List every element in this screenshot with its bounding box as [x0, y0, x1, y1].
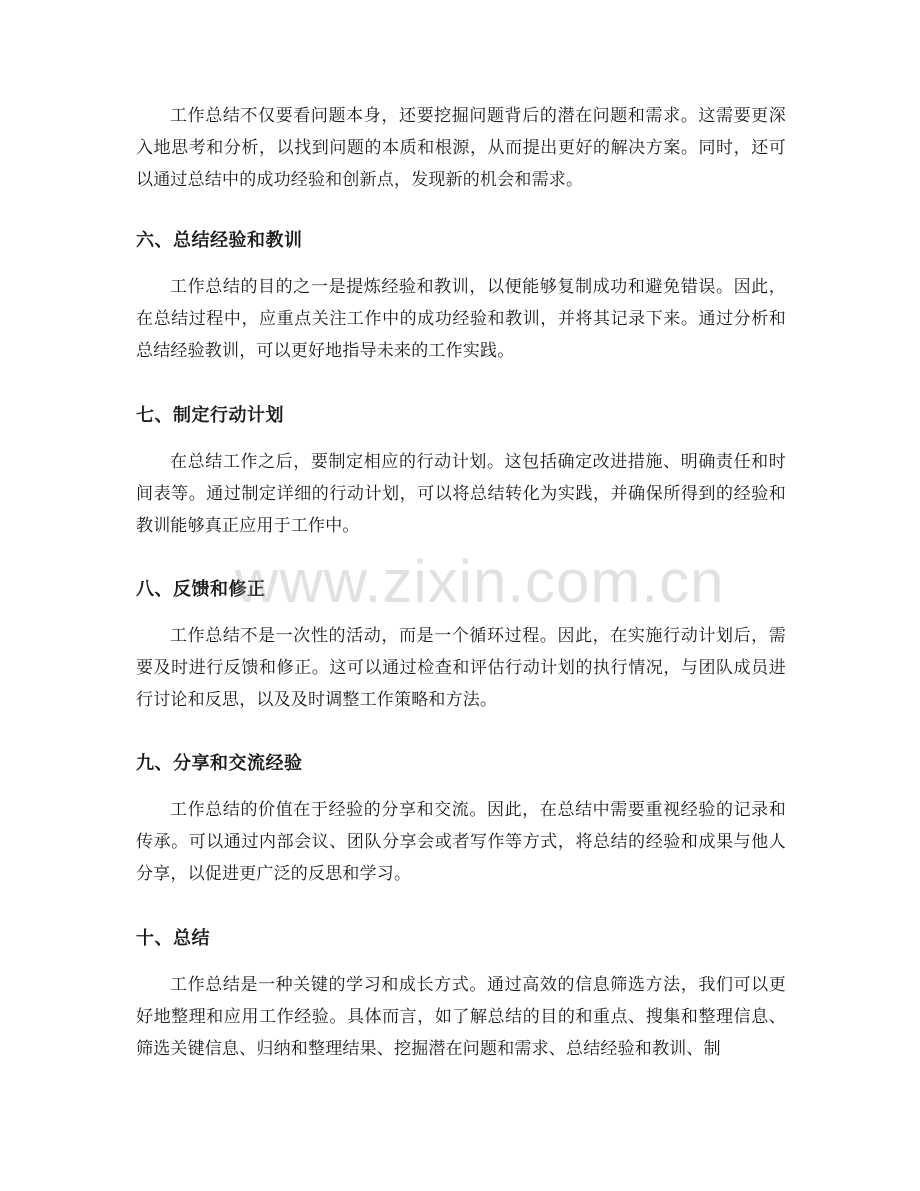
paragraph: 工作总结是一种关键的学习和成长方式。通过高效的信息筛选方法，我们可以更好地整理和应用工作经验。具体而言，如了解总结的目的和重点、搜集和整理信息、筛选关键信息、归纳和整理结果、挖掘潜在问题和需求、总结经验和教训、制: [136, 975, 786, 1059]
section-heading: 九、分享和交流经验: [136, 753, 303, 774]
paragraph: 在总结工作之后，要制定相应的行动计划。这包括确定改进措施、明确责任和时间表等。通过制定详细的行动计划，可以将总结转化为实践，并确保所得到的经验和教训能够真正应用于工作中。: [136, 452, 786, 536]
section-9-body: [136, 794, 786, 890]
paragraph: 工作总结的目的之一是提炼经验和教训，以便能够复制成功和避免错误。因此，在总结过程中，应重点关注工作中的成功经验和教训，并将其记录下来。通过分析和总结经验教训，可以更好地指导未来的工作实践。: [136, 277, 786, 361]
section-6: [136, 228, 786, 254]
section-10: [136, 926, 786, 952]
paragraph: 工作总结不是一次性的活动，而是一个循环过程。因此，在实施行动计划后，需要及时进行反馈和修正。这可以通过检查和评估行动计划的执行情况，与团队成员进行讨论和反思，以及及时调整工作策略和方法。: [136, 626, 786, 710]
paragraph: 工作总结的价值在于经验的分享和交流。因此，在总结中需要重视经验的记录和传承。可以通过内部会议、团队分享会或者写作等方式，将总结的经验和成果与他人分享，以促进更广泛的反思和学习。: [136, 800, 786, 884]
section-8-body: [136, 620, 786, 716]
section-heading: 七、制定行动计划: [136, 405, 284, 426]
section-heading: 八、反馈和修正: [136, 579, 266, 600]
section-7: [136, 403, 786, 429]
section-10-body: [136, 969, 786, 1065]
section-8: [136, 577, 786, 603]
section-7-body: [136, 446, 786, 542]
section-intro: [136, 100, 786, 196]
paragraph: 工作总结不仅要看问题本身，还要挖掘问题背后的潜在问题和需求。这需要更深入地思考和分析，以找到问题的本质和根源，从而提出更好的解决方案。同时，还可以通过总结中的成功经验和创新点，发现新的机会和需求。: [136, 106, 786, 190]
section-6-body: [136, 271, 786, 367]
section-heading: 十、总结: [136, 928, 210, 949]
section-9: [136, 751, 786, 777]
section-heading: 六、总结经验和教训: [136, 230, 303, 251]
watermark: www.zixin.com.cn: [235, 548, 725, 615]
